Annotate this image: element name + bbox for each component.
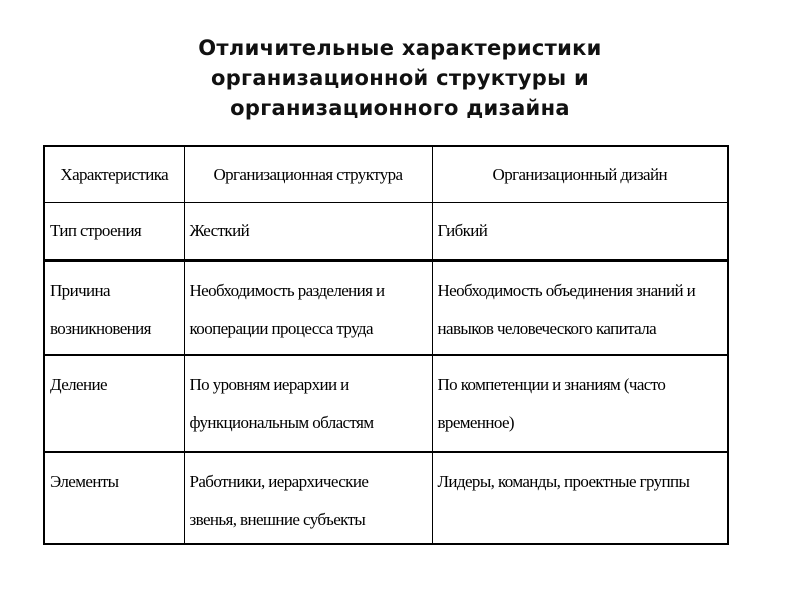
header-characteristic: Характеристика [44, 146, 184, 203]
cell-structure: Необходимость разделения и кооперации процесса труда [184, 261, 432, 356]
table-row [44, 452, 728, 544]
cell-characteristic: Причина возникновения [44, 261, 184, 356]
cell-design: Гибкий [432, 203, 728, 261]
header-org-structure: Организационная структура [184, 146, 432, 203]
cell-structure: Работники, иерархические звенья, внешние субъекты [184, 452, 432, 544]
cell-design: Лидеры, команды, проектные группы [432, 452, 728, 544]
slide-title-line: Отличительные характеристики [198, 36, 602, 60]
cell-design: По компетенции и знаниям (часто временное) [432, 355, 728, 452]
cell-characteristic: Элементы [44, 452, 184, 544]
cell-structure: Жесткий [184, 203, 432, 261]
table-row [44, 355, 728, 452]
comparison-table [43, 145, 729, 545]
slide-title-line: организационной структуры и [211, 66, 589, 90]
table-header-row [44, 146, 728, 203]
table-row [44, 203, 728, 261]
table-row [44, 261, 728, 356]
cell-characteristic: Тип строения [44, 203, 184, 261]
cell-structure: По уровням иерархии и функциональным областям [184, 355, 432, 452]
cell-characteristic: Деление [44, 355, 184, 452]
header-org-design: Организационный дизайн [432, 146, 728, 203]
slide-title [0, 33, 800, 123]
cell-design: Необходимость объединения знаний и навыков человеческого капитала [432, 261, 728, 356]
slide-title-line: организационного дизайна [230, 96, 570, 120]
